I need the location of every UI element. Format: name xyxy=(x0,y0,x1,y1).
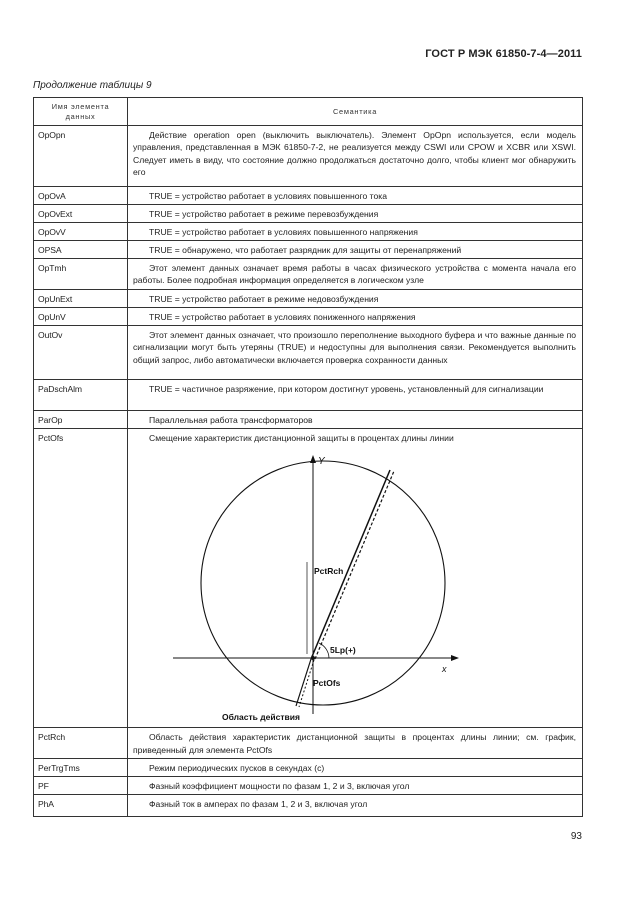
table-caption: Продолжение таблицы 9 xyxy=(33,80,152,91)
row-semantics: Параллельная работа трансформаторов xyxy=(128,411,583,429)
reach-line xyxy=(311,470,390,659)
origin-point xyxy=(311,656,315,660)
angle-label: 5Lp(+) xyxy=(330,645,356,656)
table-row xyxy=(34,308,583,326)
table-header-row xyxy=(34,98,583,126)
offset-line xyxy=(296,659,311,706)
row-semantics: Этот элемент данных означает время работы в часах физического устройства с момента начала его работы. Более подробная информация определяется в логическом узле xyxy=(128,259,583,290)
table-row xyxy=(34,205,583,223)
angle-arc xyxy=(319,643,329,658)
x-axis-label: x xyxy=(442,664,447,675)
row-semantics: TRUE = устройство работает в условиях повышенного тока xyxy=(128,187,583,205)
table-row xyxy=(34,728,583,759)
offset-line-dotted xyxy=(299,660,314,707)
row-name: OpUnV xyxy=(34,308,128,326)
area-label: Область действия xyxy=(222,712,300,723)
page-number: 93 xyxy=(570,831,582,842)
table-row xyxy=(34,411,583,429)
table-row xyxy=(34,759,583,777)
table-row xyxy=(34,326,583,380)
row-semantics: Этот элемент данных означает, что произошло переполнение выходного буфера и что важные данные по сигнализации могут быть утеряны (TRUE) и недоступны для выполнения связи. Рекомендуется выполнить общий запрос, либо автоматически включается проверка сохранности данных xyxy=(128,326,583,380)
row-semantics: Фазный коэффициент мощности по фазам 1, 2 и 3, включая угол xyxy=(128,777,583,795)
row-semantics: Смещение характеристик дистанционной защиты в процентах длины линии Y x PctRch 5Lp(+) PctOfs Область действия xyxy=(128,429,583,728)
diagram-svg xyxy=(133,444,577,726)
characteristic-circle xyxy=(201,461,445,705)
table-row xyxy=(34,777,583,795)
row-name: PctRch xyxy=(34,728,128,759)
row-name: OutOv xyxy=(34,326,128,380)
reach-label: PctRch xyxy=(314,566,344,577)
row-name: PhA xyxy=(34,795,128,817)
row-semantics: TRUE = устройство работает в режиме недовозбуждения xyxy=(128,290,583,308)
table-row xyxy=(34,290,583,308)
row-semantics: Область действия характеристик дистанционной защиты в процентах длины линии; см. график, приведенный для элемента PctOfs xyxy=(128,728,583,759)
distance-protection-diagram xyxy=(133,444,576,726)
table-row xyxy=(34,187,583,205)
document-standard-header: ГОСТ Р МЭК 61850-7-4—2011 xyxy=(425,48,582,60)
column-header-name: Имя элемента данных xyxy=(34,98,128,126)
row-semantics: TRUE = обнаружено, что работает разрядник для защиты от перенапряжений xyxy=(128,241,583,259)
table-row xyxy=(34,126,583,187)
y-axis-arrow xyxy=(310,455,316,463)
table-row xyxy=(34,241,583,259)
row-name: PaDschAlm xyxy=(34,380,128,411)
row-semantics: Действие operation open (выключить выключатель). Элемент OpOpn используется, если модель управления, представленная в МЭК 61850-7-2, не реализуется между CSWI или CPOW и XCBR или XSWI. Следует иметь в виду, что состояние должно продолжаться достаточно долго, чтобы клиент мог обнаружить его xyxy=(128,126,583,187)
table-row xyxy=(34,795,583,817)
row-semantics: TRUE = устройство работает в условиях повышенного напряжения xyxy=(128,223,583,241)
row-semantics: TRUE = частичное разряжение, при котором достигнут уровень, установленный для сигнализации xyxy=(128,380,583,411)
x-axis-arrow xyxy=(451,655,459,661)
row-name: PerTrgTms xyxy=(34,759,128,777)
row-name: OpOpn xyxy=(34,126,128,187)
offset-label: PctOfs xyxy=(313,678,341,689)
table-row xyxy=(34,259,583,290)
column-header-semantics: Семантика xyxy=(128,98,583,126)
table-row xyxy=(34,380,583,411)
row-name: PF xyxy=(34,777,128,795)
row-name: PctOfs xyxy=(34,429,128,728)
row-name: OpUnExt xyxy=(34,290,128,308)
row-semantics: TRUE = устройство работает в режиме перевозбуждения xyxy=(128,205,583,223)
row-semantics: Фазный ток в амперах по фазам 1, 2 и 3, включая угол xyxy=(128,795,583,817)
table-row xyxy=(34,223,583,241)
y-axis-label: Y xyxy=(318,456,325,468)
row-name: ParOp xyxy=(34,411,128,429)
row-name: OpOvExt xyxy=(34,205,128,223)
row-name: OPSA xyxy=(34,241,128,259)
table-row xyxy=(34,429,583,728)
row-name: OpTmh xyxy=(34,259,128,290)
row-semantics: Режим периодических пусков в секундах (с) xyxy=(128,759,583,777)
row-name: OpOvA xyxy=(34,187,128,205)
row-semantics: TRUE = устройство работает в условиях пониженного напряжения xyxy=(128,308,583,326)
data-semantics-table xyxy=(33,97,583,817)
reach-line-dotted xyxy=(315,471,394,659)
row-name: OpOvV xyxy=(34,223,128,241)
